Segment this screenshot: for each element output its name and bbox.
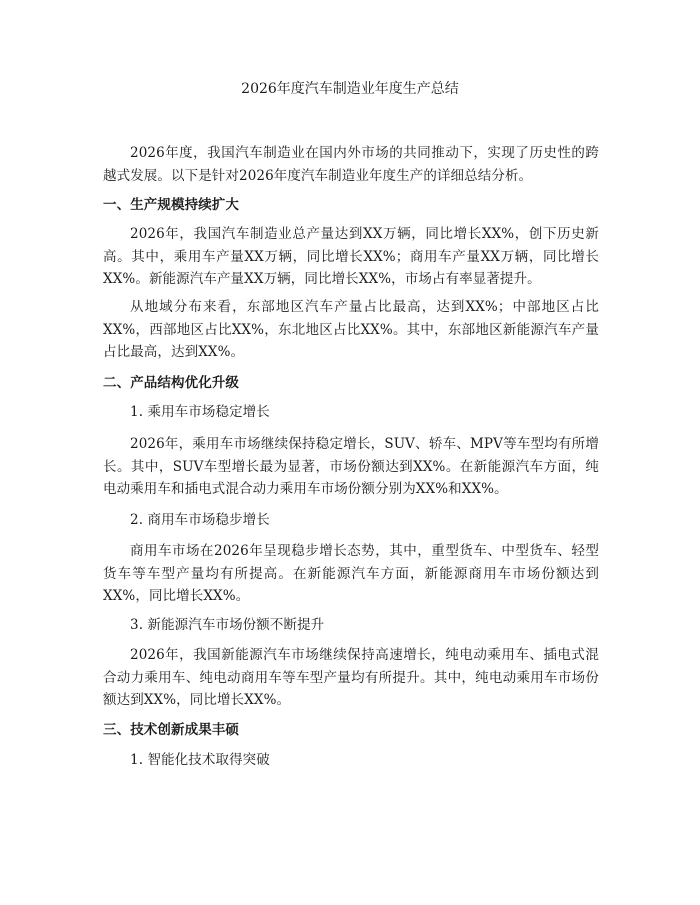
subsection-text-nev: 2026年，我国新能源汽车市场继续保持高速增长，纯电动乘用车、插电式混合动力乘用车、纯电动商用车等车型产量均有所提升。其中，纯电动乘用车市场份额达到XX%，同比增长XX%。 [103, 647, 599, 708]
subsection-title-nev: 3. 新能源汽车市场份额不断提升 [130, 617, 325, 633]
section-1-paragraph-2: 从地域分布来看，东部地区汽车产量占比最高，达到XX%；中部地区占比XX%，西部地区占比XX%，东北地区占比XX%。其中，东部地区新能源汽车产量占比最高，达到XX%。 [103, 299, 599, 360]
subsection-title-intelligent: 1. 智能化技术取得突破 [130, 752, 270, 768]
subsection-title-passenger: 1. 乘用车市场稳定增长 [130, 404, 270, 420]
intro-paragraph: 2026年度，我国汽车制造业在国内外市场的共同推动下，实现了历史性的跨越式发展。以下是针对2026年度汽车制造业年度生产的详细总结分析。 [103, 145, 599, 184]
subsection-text-passenger: 2026年，乘用车市场继续保持稳定增长，SUV、轿车、MPV等车型均有所增长。其中，SUV车型增长最为显著，市场份额达到XX%。在新能源汽车方面，纯电动乘用车和插电式混合动力乘用车市场份额分别为XX%和XX%。 [103, 436, 599, 497]
document-title: 2026年度汽车制造业年度生产总结 [241, 81, 459, 97]
section-heading-3: 三、技术创新成果丰硕 [103, 722, 239, 738]
section-heading-2: 二、产品结构优化升级 [103, 375, 239, 391]
section-1-paragraph-1: 2026年，我国汽车制造业总产量达到XX万辆，同比增长XX%，创下历史新高。其中，乘用车产量XX万辆，同比增长XX%；商用车产量XX万辆，同比增长XX%。新能源汽车产量XX万辆，同比增长XX%，市场占有率显著提升。 [103, 226, 599, 287]
subsection-text-commercial: 商用车市场在2026年呈现稳步增长态势，其中，重型货车、中型货车、轻型货车等车型产量均有所提高。在新能源汽车方面，新能源商用车市场份额达到XX%，同比增长XX%。 [103, 543, 599, 604]
section-heading-1: 一、生产规模持续扩大 [103, 197, 239, 213]
subsection-title-commercial: 2. 商用车市场稳步增长 [130, 512, 270, 528]
